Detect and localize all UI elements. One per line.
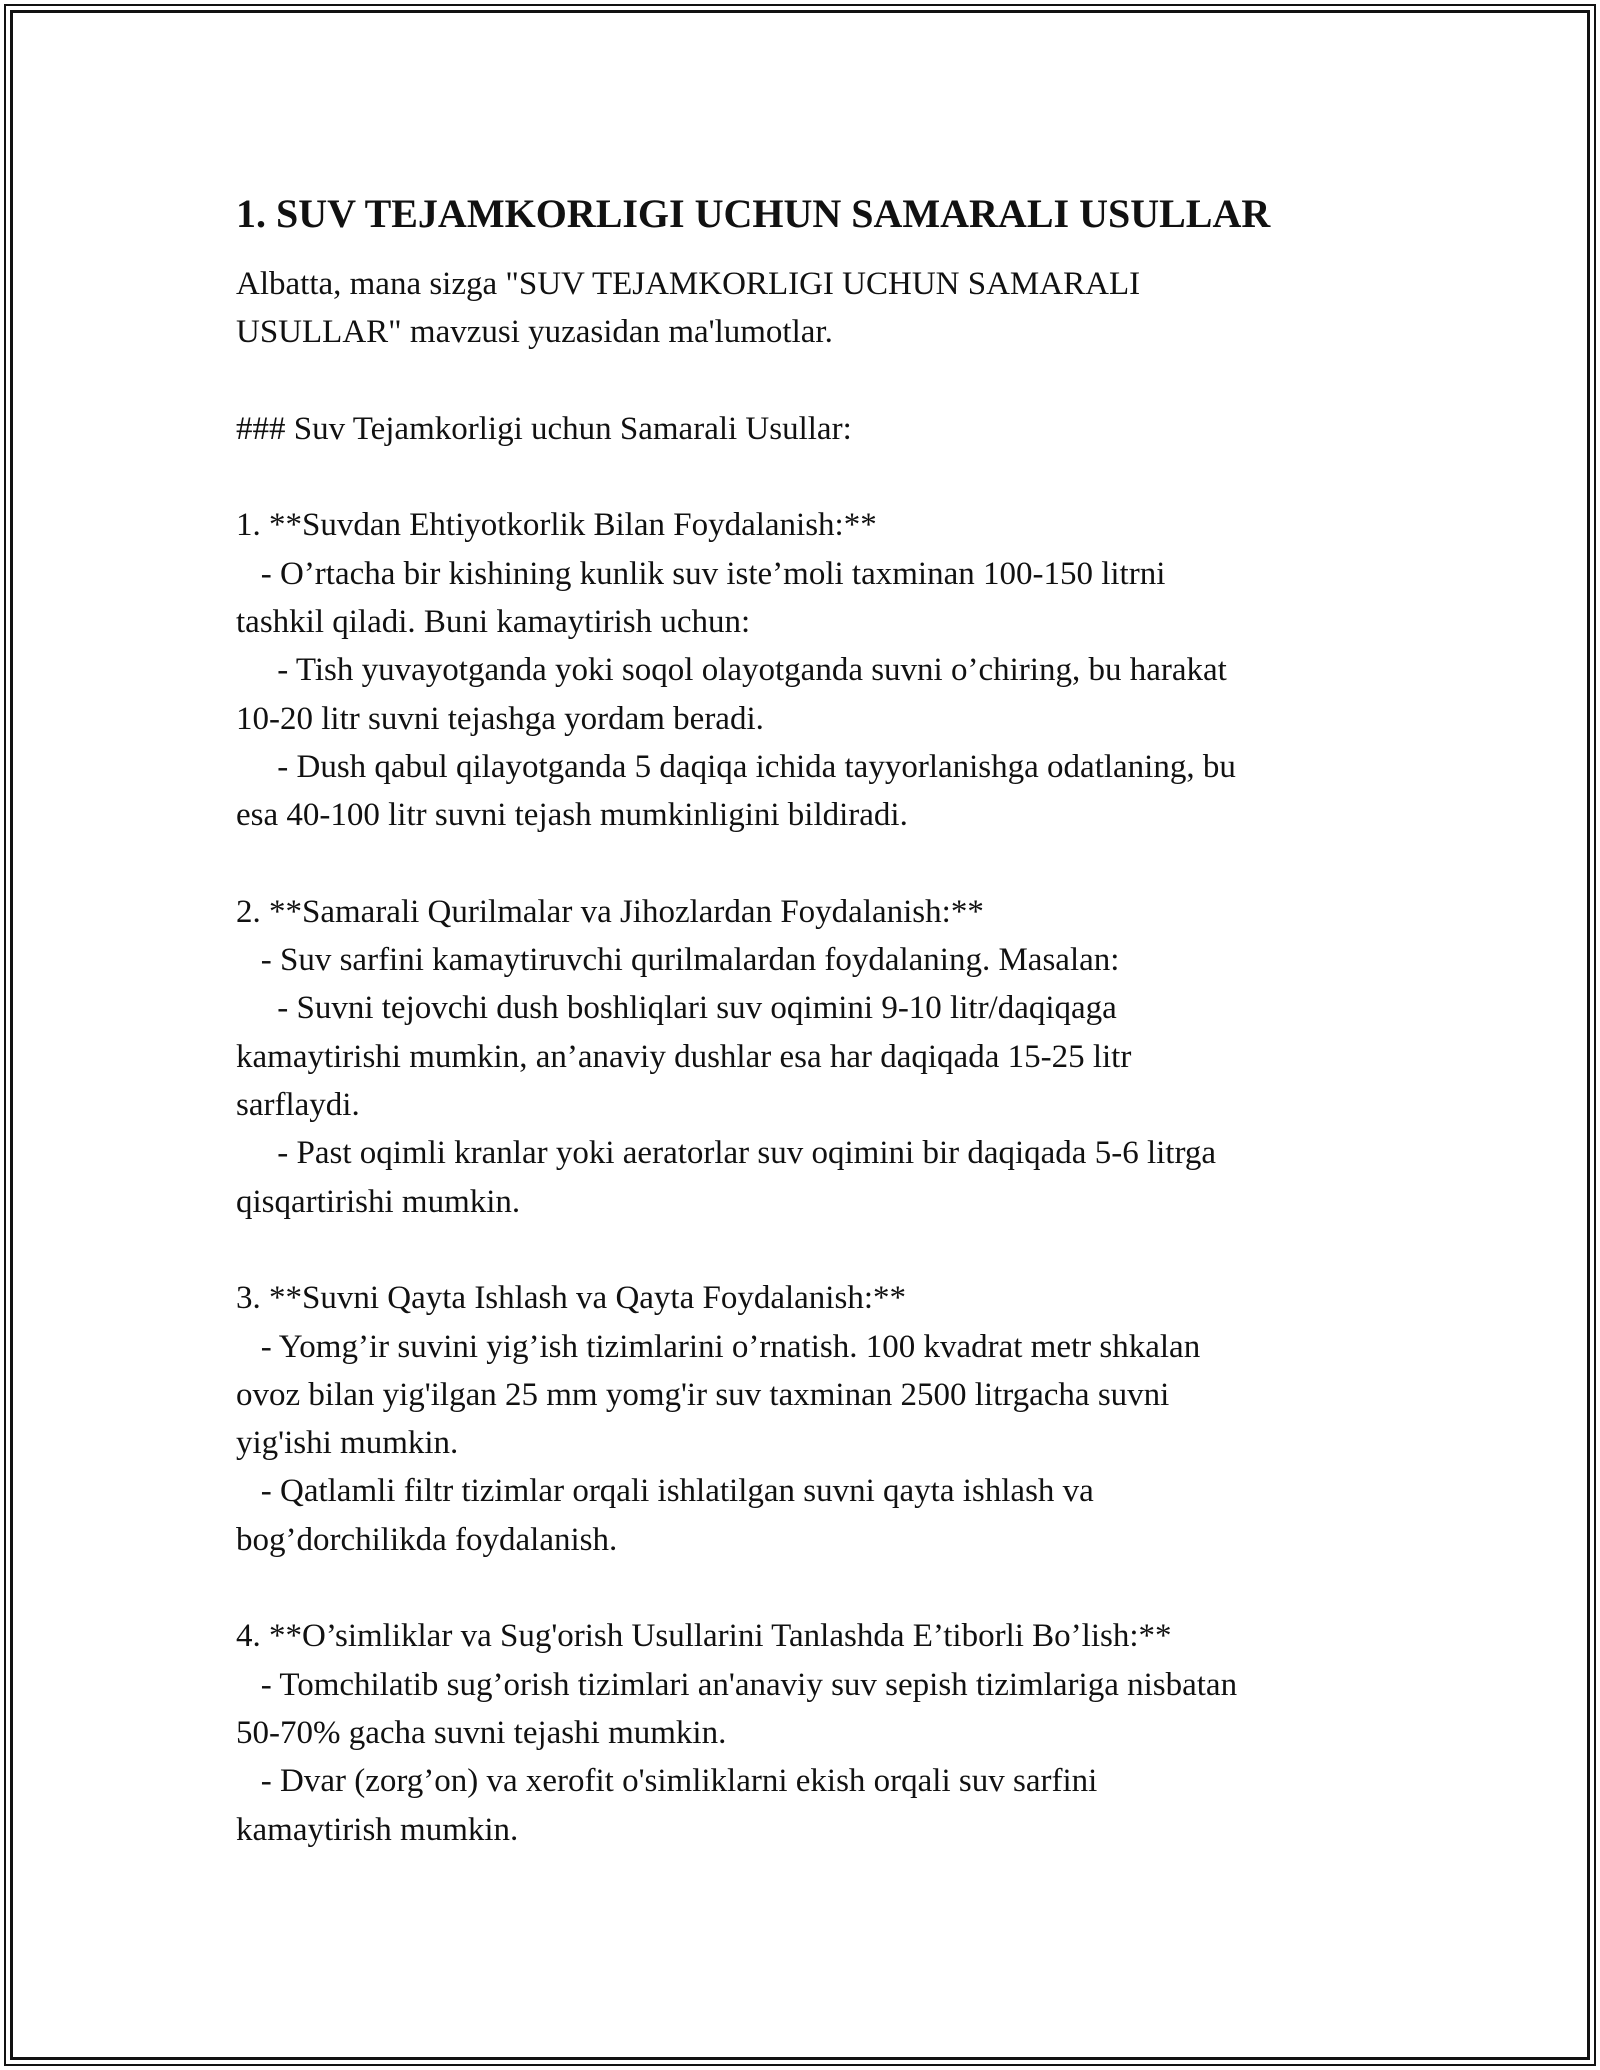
- text-line: ### Suv Tejamkorligi uchun Samarali Usullar:: [236, 410, 852, 447]
- text-line: - Suv sarfini kamaytiruvchi qurilmalardan foydalaning. Masalan:: [236, 942, 1120, 979]
- text-line: - Tomchilatib sug’orish tizimlari an'anaviy suv sepish tizimlariga nisbatan: [236, 1666, 1238, 1703]
- text-line: yig'ishi mumkin.: [236, 1425, 459, 1462]
- blank-line: [236, 1564, 1366, 1612]
- text-line: kamaytirishi mumkin, an’anaviy dushlar esa har daqiqada 15-25 litr: [236, 1038, 1132, 1075]
- text-line: - Dush qabul qilayotganda 5 daqiqa ichida tayyorlanishga odatlaning, bu: [236, 748, 1236, 785]
- document-body: [236, 260, 1366, 1854]
- text-line: USULLAR" mavzusi yuzasidan ma'lumotlar.: [236, 314, 833, 351]
- text-line: 1. **Suvdan Ehtiyotkorlik Bilan Foydalanish:**: [236, 507, 877, 544]
- text-line: qisqartirishi mumkin.: [236, 1183, 521, 1220]
- blank-line: [236, 453, 1366, 501]
- text-line: tashkil qiladi. Buni kamaytirish uchun:: [236, 604, 751, 641]
- blank-line: [236, 840, 1366, 888]
- text-line: esa 40-100 litr suvni tejash mumkinligini bildiradi.: [236, 797, 908, 834]
- text-line: 4. **O’simliklar va Sug'orish Usullarini Tanlashda E’tiborli Bo’lish:**: [236, 1618, 1172, 1655]
- text-line: 50-70% gacha suvni tejashi mumkin.: [236, 1714, 727, 1751]
- text-line: - O’rtacha bir kishining kunlik suv iste’moli taxminan 100-150 litrni: [236, 555, 1166, 592]
- document-page: [236, 186, 1366, 1854]
- text-line: - Tish yuvayotganda yoki soqol olayotganda suvni o’chiring, bu harakat: [236, 652, 1227, 689]
- text-line: - Past oqimli kranlar yoki aeratorlar suv oqimini bir daqiqada 5-6 litrga: [236, 1135, 1216, 1172]
- text-line: 2. **Samarali Qurilmalar va Jihozlardan Foydalanish:**: [236, 893, 984, 930]
- text-line: sarflaydi.: [236, 1087, 360, 1124]
- text-line: Albatta, mana sizga "SUV TEJAMKORLIGI UCHUN SAMARALI: [236, 266, 1141, 302]
- text-line: 10-20 litr suvni tejashga yordam beradi.: [236, 700, 764, 737]
- document-title: 1. SUV TEJAMKORLIGI UCHUN SAMARALI USULLAR: [236, 191, 1271, 236]
- text-line: - Yomg’ir suvini yig’ish tizimlarini o’rnatish. 100 kvadrat metr shkalan: [236, 1328, 1201, 1365]
- text-line: bog’dorchilikda foydalanish.: [236, 1521, 618, 1558]
- text-line: ovoz bilan yig'ilgan 25 mm yomg'ir suv taxminan 2500 litrgacha suvni: [236, 1376, 1170, 1413]
- text-line: - Dvar (zorg’on) va xerofit o'simliklarni ekish orqali suv sarfini: [236, 1763, 1098, 1800]
- text-line: kamaytirish mumkin.: [236, 1811, 519, 1848]
- blank-line: [236, 357, 1366, 405]
- text-line: 3. **Suvni Qayta Ishlash va Qayta Foydalanish:**: [236, 1280, 906, 1317]
- text-line: - Qatlamli filtr tizimlar orqali ishlatilgan suvni qayta ishlash va: [236, 1473, 1094, 1510]
- blank-line: [236, 1226, 1366, 1274]
- text-line: - Suvni tejovchi dush boshliqlari suv oqimini 9-10 litr/daqiqaga: [236, 990, 1117, 1027]
